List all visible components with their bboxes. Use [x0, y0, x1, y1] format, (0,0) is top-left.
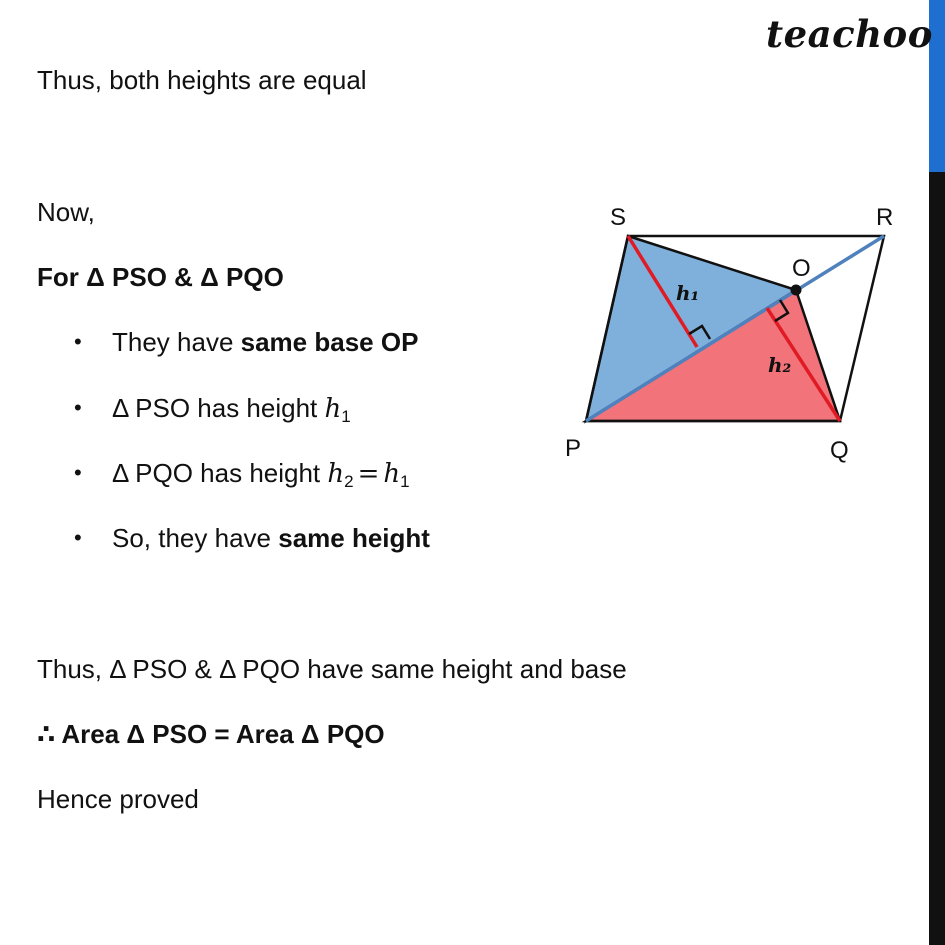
bullet-dot: • [74, 525, 82, 550]
bullet-text: So, they have [112, 523, 279, 553]
label-r: R [876, 204, 894, 231]
bullet-same-height [112, 522, 430, 554]
label-o: O [792, 255, 811, 282]
bullet-pqo-height [112, 457, 410, 498]
bullet-text: Δ PSO has height [112, 393, 325, 423]
point-o-dot [791, 285, 802, 296]
bullet-pso-height [112, 392, 351, 433]
text-hence-proved: Hence proved [37, 784, 199, 814]
label-p: P [565, 435, 582, 462]
math-subscript: 2 [344, 472, 354, 491]
label-s: S [610, 204, 627, 231]
text-heights-equal: Thus, both heights are equal [37, 65, 367, 95]
section-heading [37, 261, 284, 293]
bullet-dot: • [74, 460, 82, 485]
right-sidebar [929, 0, 945, 945]
bullet-dot: • [74, 329, 82, 354]
bullet-text: They have [112, 327, 241, 357]
bullet-same-base [112, 326, 418, 358]
parallelogram-diagram [548, 190, 908, 470]
math-var: h [324, 394, 342, 424]
label-h2: h₂ [768, 353, 792, 377]
text-same-height-base: Thus, Δ PSO & Δ PQO have same height and base [37, 654, 627, 684]
heading-text: For Δ PSO & Δ PQO [37, 262, 284, 292]
text-now: Now, [37, 197, 95, 227]
math-subscript: 1 [341, 407, 351, 426]
bullet-bold-text: same height [278, 523, 430, 553]
label-h1: h₁ [676, 281, 700, 305]
bullet-text: Δ PQO has height [112, 458, 328, 488]
math-var: h [383, 459, 401, 489]
conclusion [37, 718, 385, 750]
teachoo-logo: teachoo [766, 12, 933, 56]
bullet-dot: • [74, 395, 82, 420]
math-equals: = [357, 459, 380, 489]
label-q: Q [830, 437, 849, 464]
conclusion-text: ∴ Area Δ PSO = Area Δ PQO [37, 719, 385, 749]
bullet-bold-text: same base OP [240, 327, 419, 357]
math-var: h [327, 459, 345, 489]
math-subscript: 1 [400, 472, 410, 491]
